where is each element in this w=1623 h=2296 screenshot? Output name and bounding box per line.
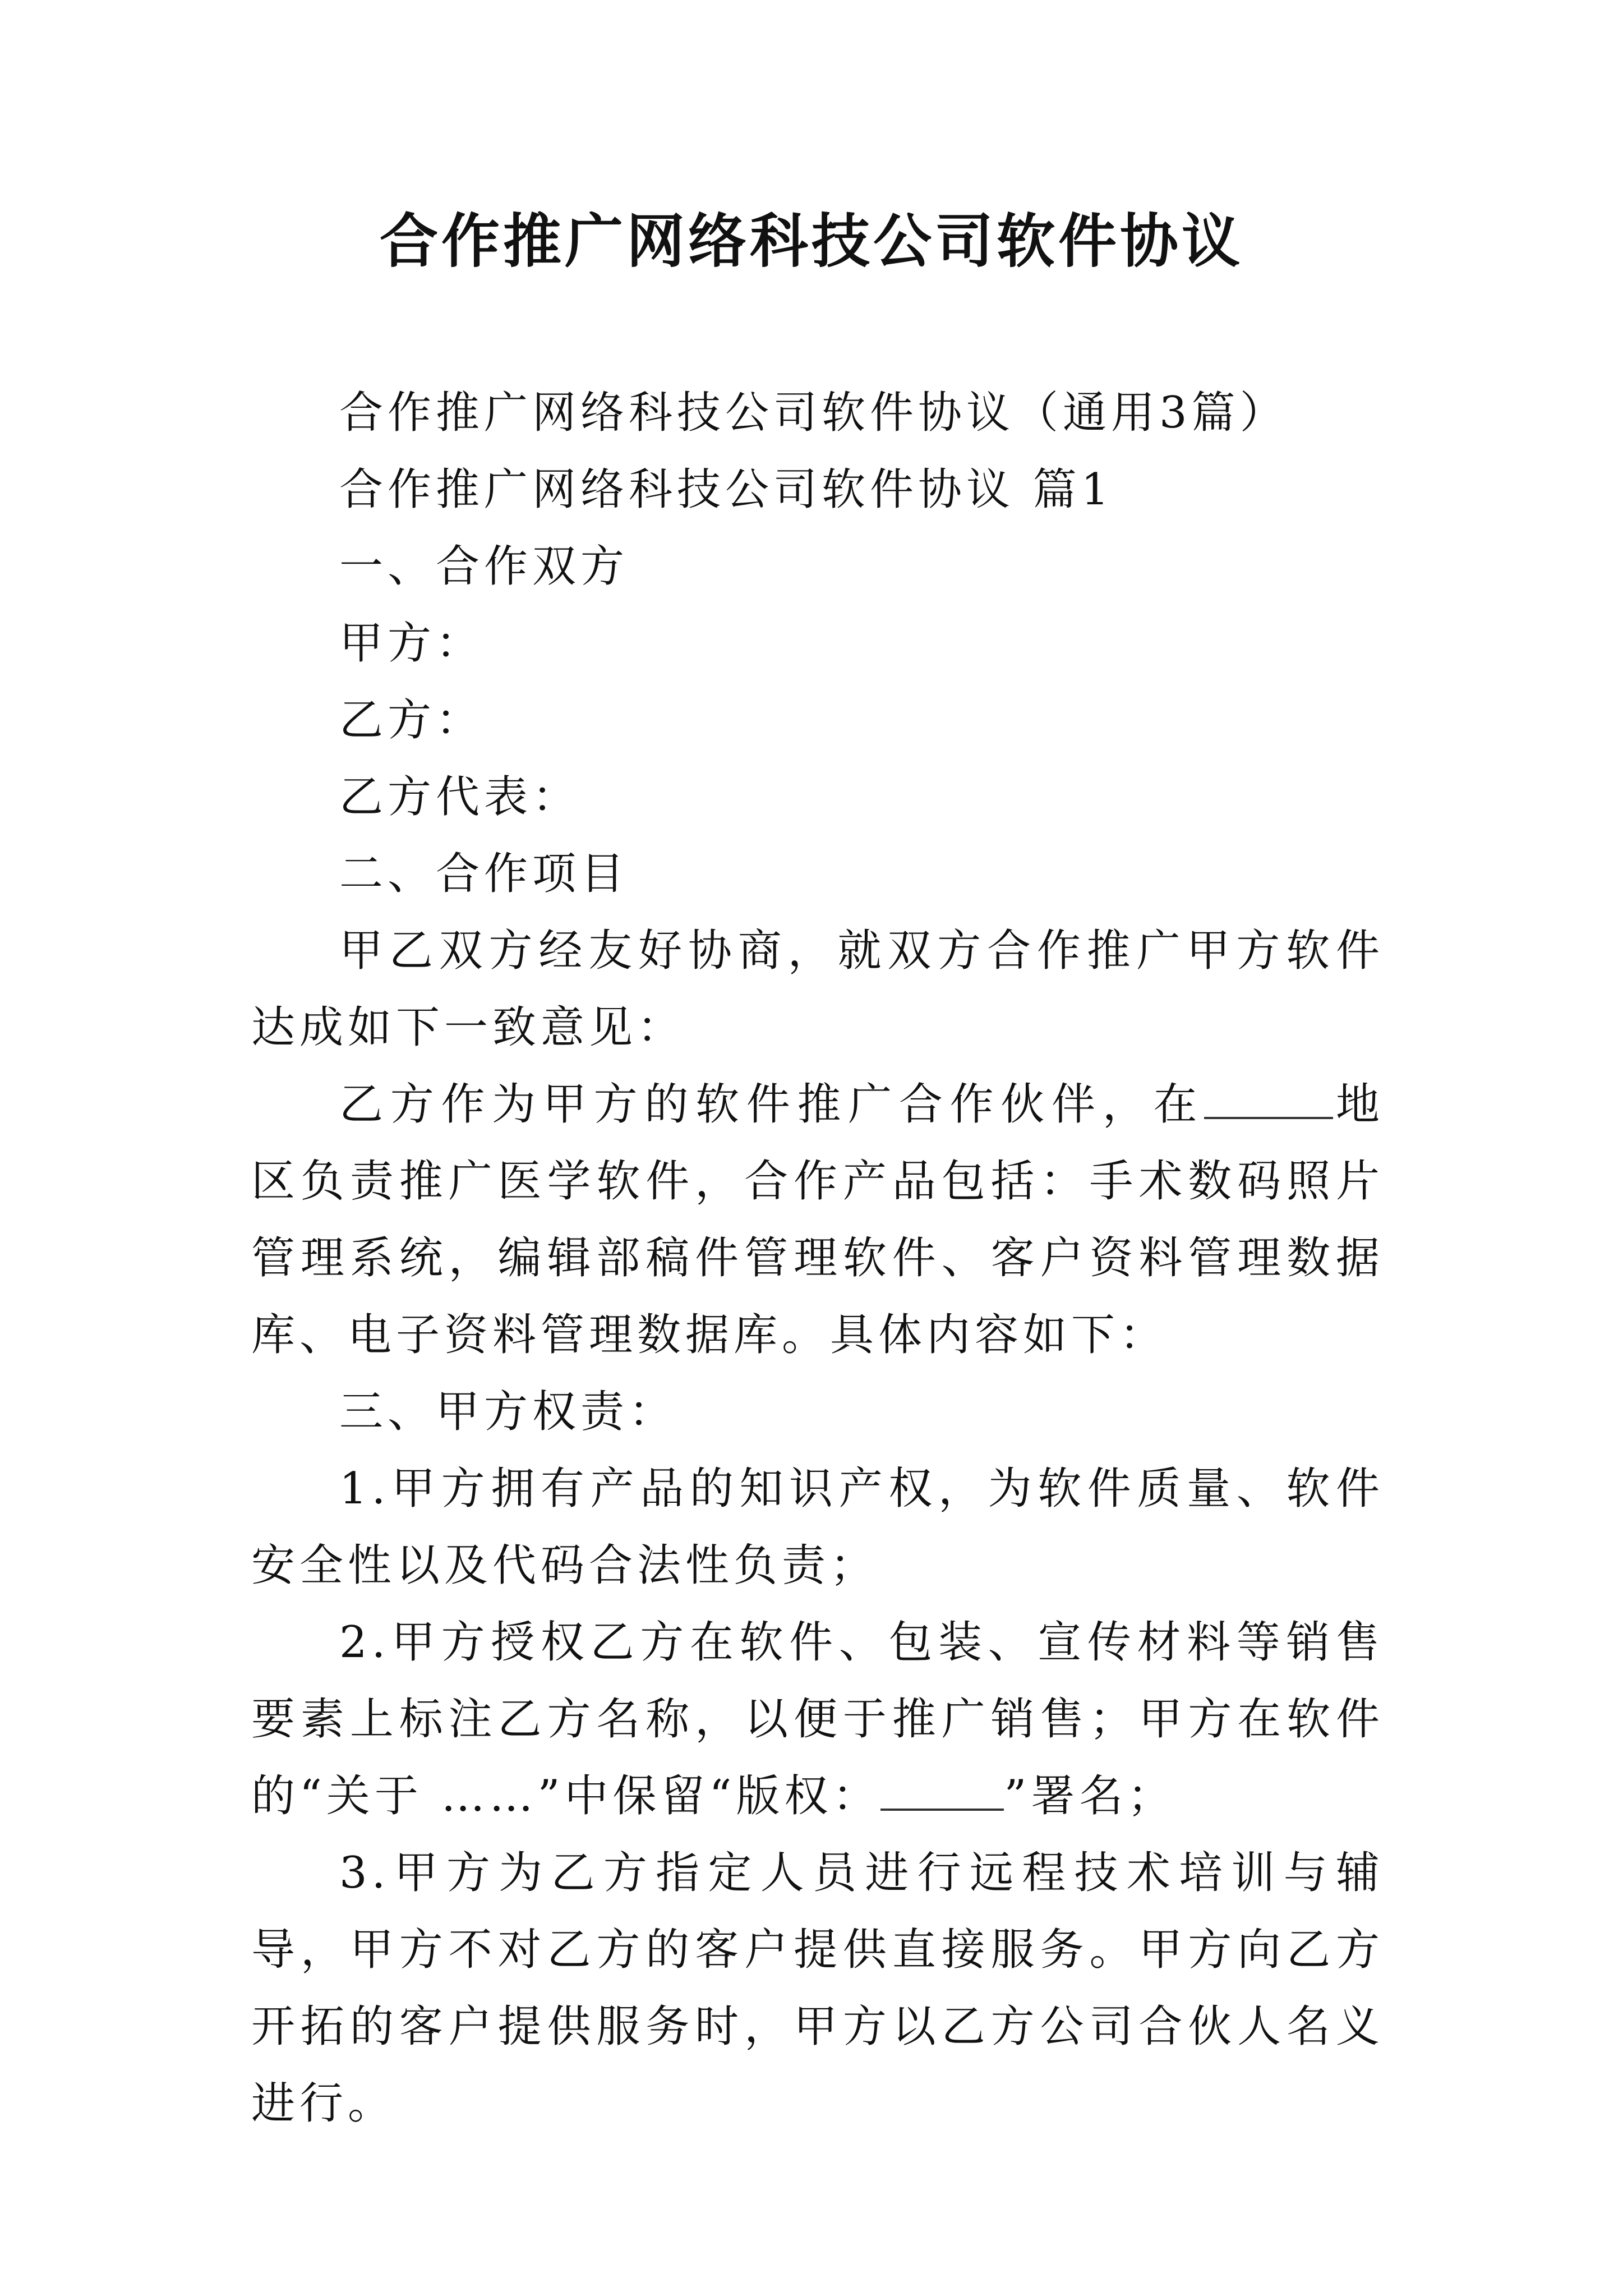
project-body-text-start: 乙方作为甲方的软件推广合作伙伴，在 [339,1079,1205,1130]
document-title: 合作推广网络科技公司软件协议 [379,207,1243,275]
area-blank-line [1204,1083,1333,1119]
section-heading-parties: 一、合作双方 [339,541,629,592]
project-body-text-end: 地区负责推广医学软件，合作产品包括：手术数码照片管理系统，编辑部稿件管理软件、客户资料管理数据库、电子资料管理数据库。具体内容如下： [251,1079,1384,1360]
project-body-paragraph [251,1066,1384,1374]
section-heading-party-a-rights: 三、甲方权责： [339,1387,677,1437]
party-b-line: 乙方： [339,695,485,746]
section-heading-project: 二、合作项目 [339,849,629,899]
clause-3: 3.甲方为乙方指定人员进行远程技术培训与辅导，甲方不对乙方的客户提供直接服务。甲方向乙方开拓的客户提供服务时，甲方以乙方公司合伙人名义进行。 [251,1848,1384,2129]
document-body [251,375,1384,2142]
party-b-representative-line: 乙方代表： [339,772,581,822]
part-heading: 合作推广网络科技公司软件协议 篇1 [339,464,1114,515]
copyright-blank-line [880,1775,1004,1811]
document-subtitle: 合作推广网络科技公司软件协议（通用3篇） [339,388,1288,438]
party-a-line: 甲方： [339,618,485,669]
clause-1: 1.甲方拥有产品的知识产权，为软件质量、软件安全性以及代码合法性负责； [251,1464,1384,1591]
project-intro-paragraph: 甲乙双方经友好协商，就双方合作推广甲方软件达成如下一致意见： [251,926,1384,1053]
clause-2 [251,1604,1384,1835]
clause-2-text-start: 2.甲方授权乙方在软件、包装、宣传材料等销售要素上标注乙方名称，以便于推广销售；甲方在软件的“关于 ……”中保留“版权： [251,1617,1384,1821]
clause-2-text-end: ”署名； [1004,1771,1176,1821]
